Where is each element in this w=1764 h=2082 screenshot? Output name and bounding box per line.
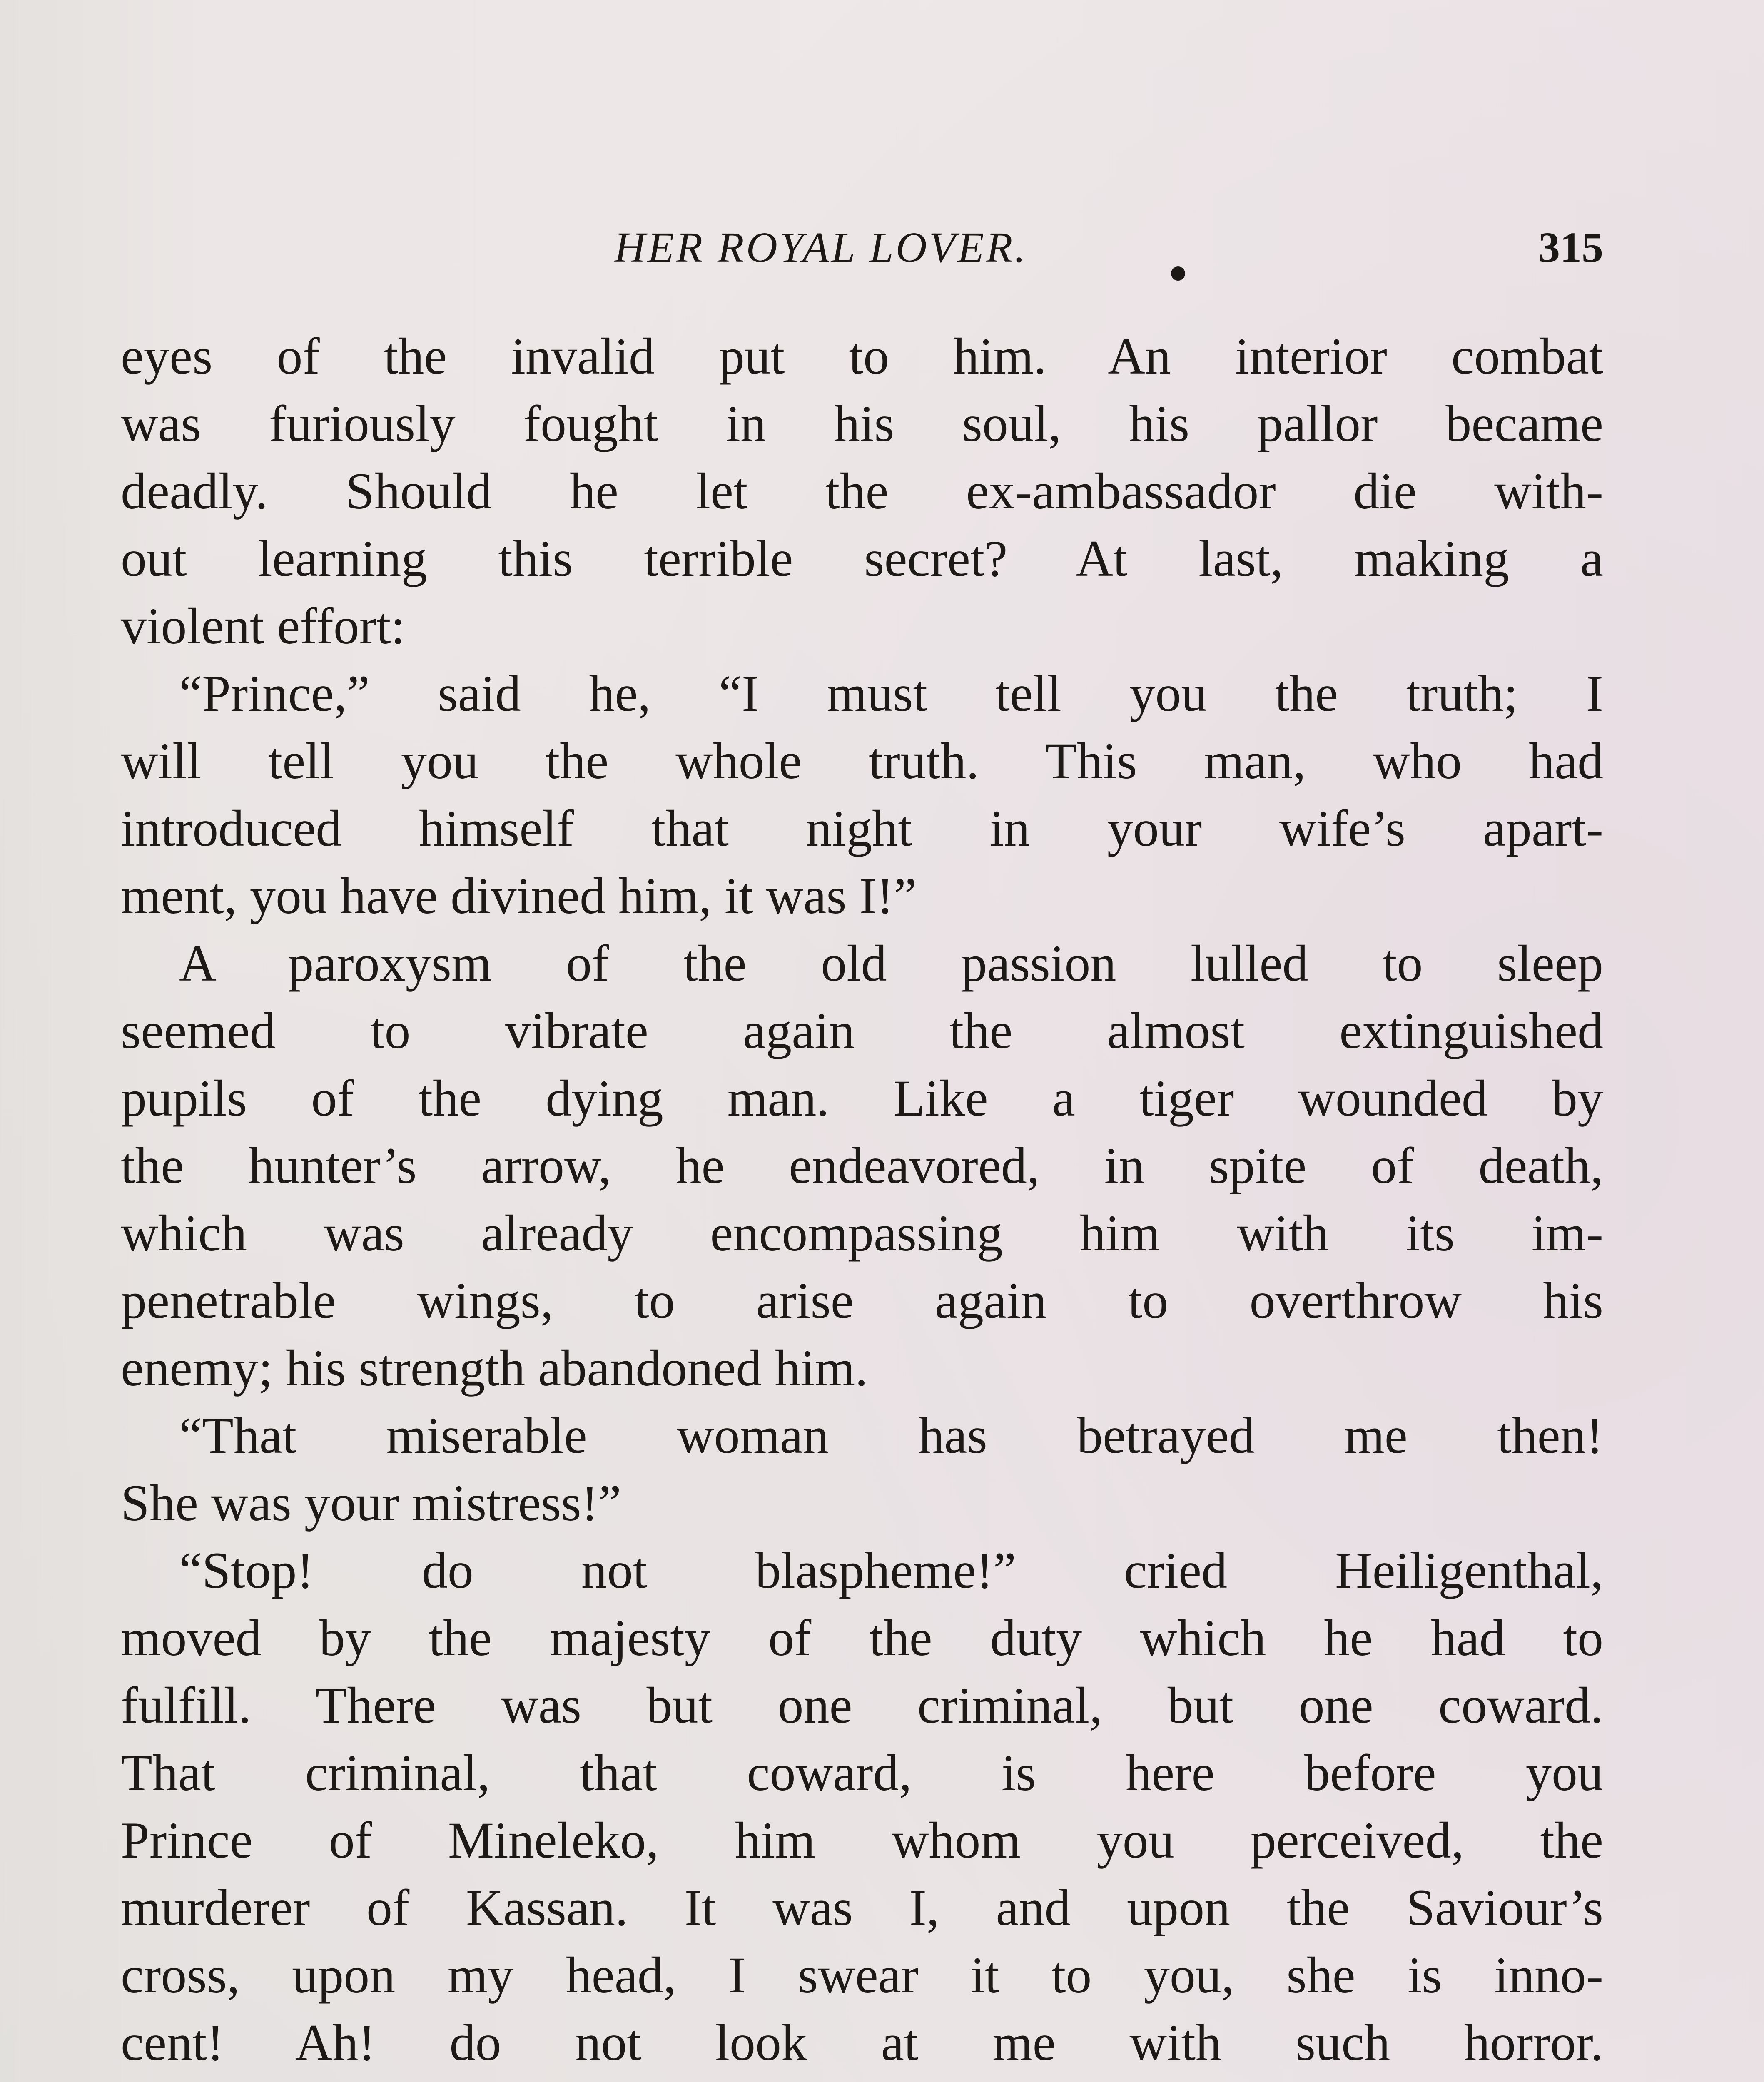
text-line: enemy; his strength abandoned him.	[121, 1340, 868, 1397]
ink-speck	[1171, 266, 1185, 281]
text-line: moved by the majesty of the duty which he had to	[121, 1609, 1603, 1666]
text-line: Prince of Mineleko, him whom you perceived, the	[121, 1812, 1603, 1869]
text-line: introduced himself that night in your wife’s apart-	[121, 800, 1603, 857]
page-number: 315	[1538, 224, 1603, 271]
text-line: violent effort:	[121, 598, 405, 655]
text-line: which was already encompassing him with its im-	[121, 1205, 1603, 1262]
text-line: pupils of the dying man. Like a tiger wounded by	[121, 1070, 1603, 1127]
text-line: penetrable wings, to arise again to overthrow his	[121, 1272, 1603, 1329]
text-line: She was your mistress!”	[121, 1474, 621, 1532]
page-header	[121, 212, 1603, 283]
text-line: will tell you the whole truth. This man, who had	[121, 732, 1603, 789]
text-line: deadly. Should he let the ex-ambassador die with-	[121, 463, 1603, 520]
text-line: out learning this terrible secret? At last, making a	[121, 530, 1603, 587]
text-line: “Stop! do not blaspheme!” cried Heiligenthal,	[179, 1542, 1603, 1599]
running-title: HER ROYAL LOVER.	[614, 224, 1028, 271]
text-line: fulfill. There was but one criminal, but one coward.	[121, 1677, 1603, 1734]
text-line	[121, 2077, 1603, 2082]
text-line: eyes of the invalid put to him. An interior combat	[121, 328, 1603, 385]
body-text	[121, 323, 1603, 2082]
text-line: ment, you have divined him, it was I!”	[121, 867, 917, 924]
text-line: “Prince,” said he, “I must tell you the truth; I	[179, 665, 1603, 722]
text-line: A paroxysm of the old passion lulled to sleep	[179, 935, 1603, 992]
text-line: That criminal, that coward, is here before you	[121, 1744, 1603, 1801]
text-line: cross, upon my head, I swear it to you, she is inno-	[121, 1947, 1603, 2004]
text-line: the hunter’s arrow, he endeavored, in spite of death,	[121, 1137, 1603, 1194]
text-line: cent! Ah! do not look at me with such horror.	[121, 2014, 1603, 2071]
text-line: “That miserable woman has betrayed me then!	[179, 1407, 1603, 1464]
text-line: was furiously fought in his soul, his pallor became	[121, 395, 1603, 452]
text-line: murderer of Kassan. It was I, and upon the Saviour’s	[121, 1879, 1603, 1936]
text-line: seemed to vibrate again the almost extinguished	[121, 1002, 1603, 1059]
